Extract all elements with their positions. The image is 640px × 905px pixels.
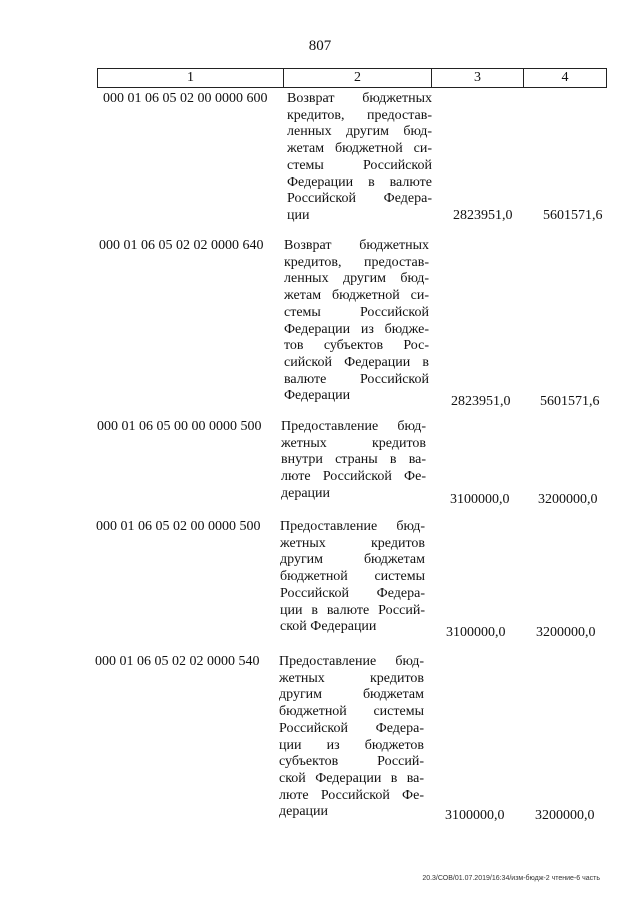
row-description: Возврат бюджетных кредитов, предостав- ленных другим бюд- жетам бюджетной си- стемы Российской Федерации в валюте Российской Федера- ции	[287, 91, 432, 223]
row-value-col3: 3100000,0	[450, 492, 510, 507]
row-value-col4: 5601571,6	[540, 394, 600, 409]
table-row	[0, 419, 640, 509]
header-col-4: 4	[523, 69, 606, 87]
row-description: Предоставление бюд- жетных кредитов внутри страны в ва- люте Российской Фе- дерации	[281, 419, 426, 501]
row-value-col3: 3100000,0	[446, 625, 506, 640]
row-code: 000 01 06 05 02 00 0000 500	[96, 519, 261, 534]
table-row	[0, 519, 640, 644]
row-value-col4: 3200000,0	[536, 625, 596, 640]
row-code: 000 01 06 05 02 02 0000 640	[99, 238, 264, 253]
row-description: Возврат бюджетных кредитов, предостав- ленных другим бюд- жетам бюджетной си- стемы Российской Федерации из бюдже- тов субъектов Рос- сийской Федерации в валюте Российской Федерации	[284, 238, 429, 404]
row-value-col4: 5601571,6	[543, 208, 603, 223]
row-value-col3: 3100000,0	[445, 808, 505, 823]
row-code: 000 01 06 05 00 00 0000 500	[97, 419, 262, 434]
row-value-col4: 3200000,0	[538, 492, 598, 507]
header-col-1: 1	[187, 70, 194, 85]
header-col-2: 2	[283, 69, 431, 87]
row-value-col3: 2823951,0	[451, 394, 511, 409]
table-header	[97, 68, 607, 88]
row-value-col4: 3200000,0	[535, 808, 595, 823]
header-col-3: 3	[431, 69, 523, 87]
row-code: 000 01 06 05 02 02 0000 540	[95, 654, 260, 669]
table-row	[0, 91, 640, 231]
row-code: 000 01 06 05 02 00 0000 600	[103, 91, 268, 106]
row-description: Предоставление бюд- жетных кредитов другим бюджетам бюджетной системы Российской Федера- ции из бюджетов субъектов Россий- ской Федерации в ва- люте Российской Фе- дерации	[279, 654, 424, 820]
footer-note: 20.3/СОВ/01.07.2019/16:34/изм-бюдж-2 чтение-6 часть	[422, 875, 600, 882]
table-row	[0, 654, 640, 826]
table-row	[0, 238, 640, 413]
row-description: Предоставление бюд- жетных кредитов другим бюджетам бюджетной системы Российской Федера- ции в валюте Россий- ской Федерации	[280, 519, 425, 635]
page-number: 807	[308, 38, 332, 54]
row-value-col3: 2823951,0	[453, 208, 513, 223]
